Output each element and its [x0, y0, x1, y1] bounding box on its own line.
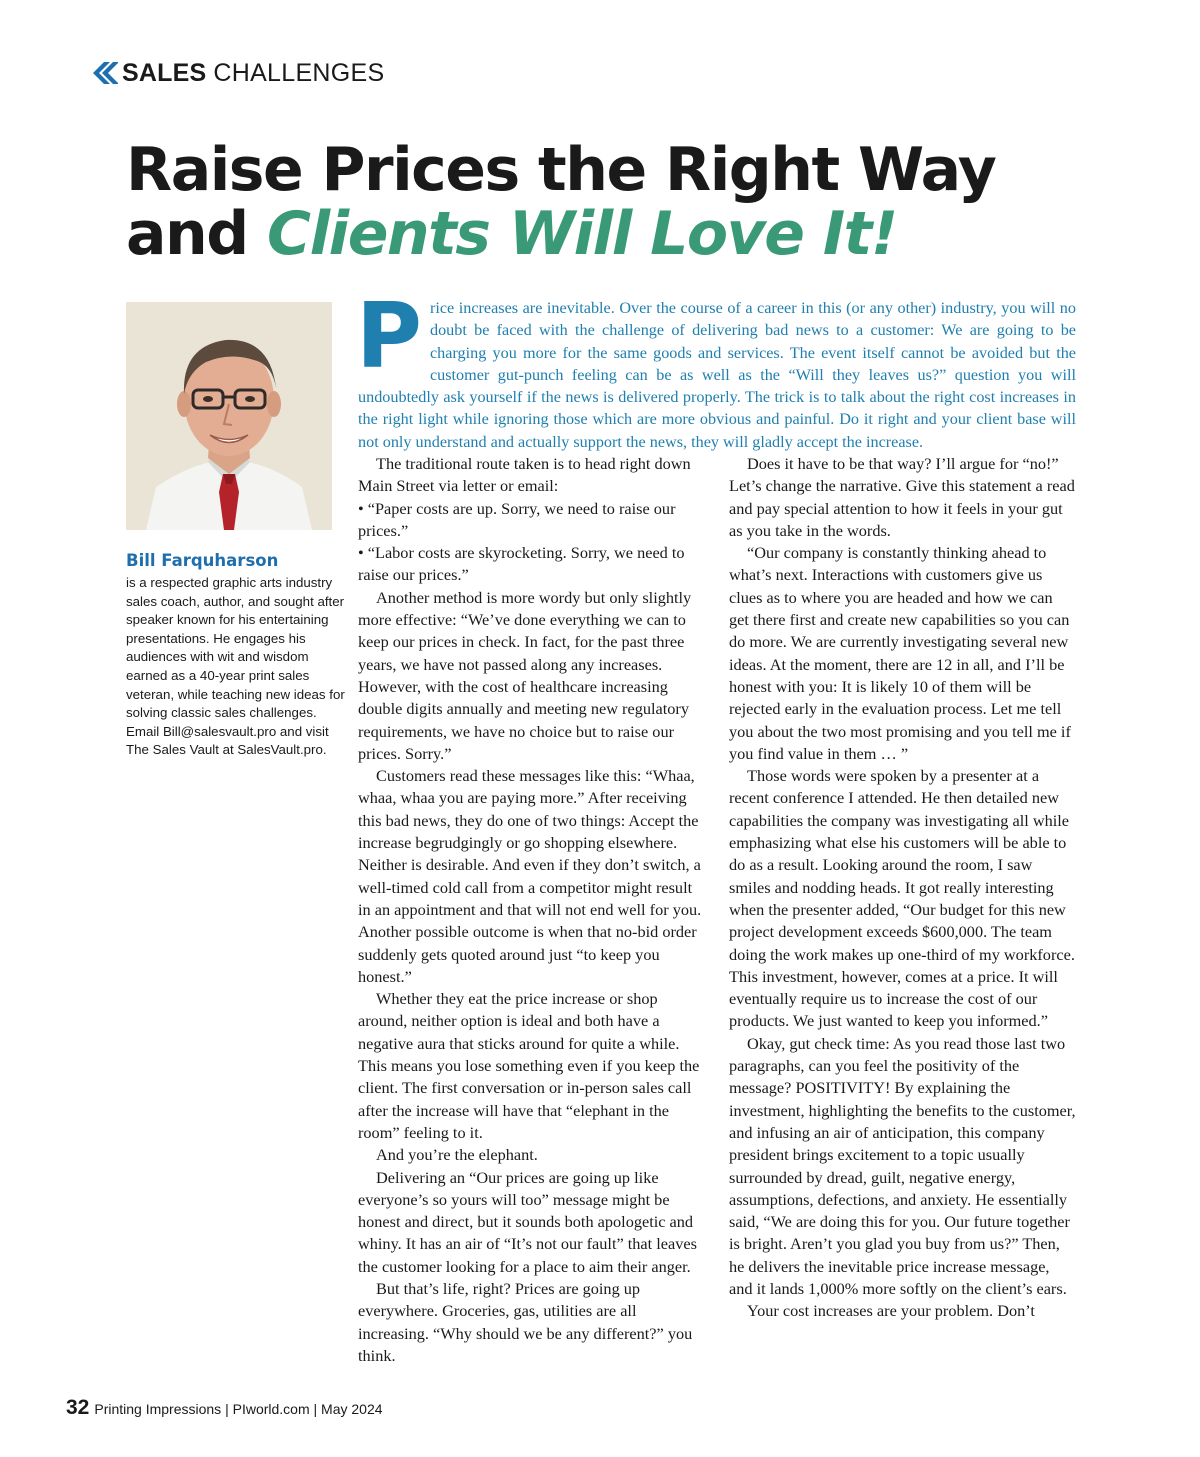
- author-photo: [126, 302, 332, 530]
- footer-publication: Printing Impressions | PIworld.com | May 2024: [94, 1401, 383, 1417]
- headline-line-1: Raise Prices the Right Way: [126, 135, 996, 205]
- body-paragraph: The traditional route taken is to head right down Main Street via letter or email:: [358, 454, 691, 496]
- body-paragraph: But that’s life, right? Prices are going up everywhere. Groceries, gas, utilities are all increasing. “Why should we be any different?” you think.: [358, 1278, 693, 1365]
- section-label-bold: SALES: [122, 58, 207, 87]
- body-paragraph: Your cost increases are your problem. Don’t: [747, 1301, 1035, 1321]
- body-paragraph: “Our company is constantly thinking ahead to what’s next. Interactions with customers give us clues as to where you are headed and how we can get there first and create new capabilities so you can do more. We are currently investigating several new ideas. At the moment, there are 12 in all, and I’ll be honest with you: It is likely 10 of them will be rejected early in the evaluation process. Let me tell you about the two most promising and you tell me if you find value in them … ”: [729, 543, 1071, 763]
- headline-line-2-plain: and: [126, 199, 268, 269]
- bullet-item: • “Labor costs are skyrocketing. Sorry, we need to raise our prices.”: [358, 543, 685, 585]
- body-paragraph: Customers read these messages like this: “Whaa, whaa, whaa you are paying more.” After receiving this bad news, they do one of two things: Accept the increase begrudgingly or go shopping elsewhere. Neither is desirable. And even if they don’t switch, a well-timed cold call from a competitor might result in an appointment and that will not end well for you. Another possible outcome is when that no-bid order suddenly gets quoted around just “to keep you honest.”: [358, 766, 702, 986]
- headline-line-2-accent: Clients Will Love It!: [267, 199, 897, 269]
- lead-paragraph: [356, 284, 1076, 453]
- body-paragraph: Delivering an “Our prices are going up like everyone’s so yours will too” message might be honest and direct, but it sounds both apologetic and whiny. It has an air of “It’s not our fault” that leaves the customer looking for a place to aim their anger.: [358, 1167, 697, 1276]
- body-paragraph: Okay, gut check time: As you read those last two paragraphs, can you feel the positivity of the message? POSITIVITY! By explaining the investment, highlighting the benefits to the customer, and infusing an air of anticipation, this company president brings excitement to a topic usually surrounded by dread, guilt, negative energy, assumptions, defections, and anxiety. He essentially said, “We are doing this for you. Our future together is bright. Aren’t you glad you buy from us?” Then, he delivers the inevitable price increase message, and it lands 1,000% more softly on the client’s ears.: [729, 1033, 1076, 1298]
- double-chevron-left-icon: [92, 62, 118, 84]
- body-column-right: [729, 453, 1076, 1323]
- author-bio: is a respected graphic arts industry sales coach, author, and sought after speaker known for his entertaining presentations. He engages his audiences with wit and wisdom earned as a 40-year print sales veteran, while teaching new ideas for solving classic sales challenges. Email Bill@salesvault.pro and visit The Sales Vault at SalesVault.pro.: [126, 575, 345, 758]
- body-paragraph: Those words were spoken by a presenter at a recent conference I attended. He then detailed new capabilities the company was investigating all while emphasizing what else his customers will be able to do as a result. Looking around the room, I saw smiles and nodding heads. It got really interesting when the presenter added, “Our budget for this new project development exceeds $600,000. The team doing the work makes up one-third of my workforce. This investment, however, comes at a price. It will eventually require us to increase the cost of our products. We just wanted to keep you informed.”: [729, 766, 1075, 1031]
- lead-text: rice increases are inevitable. Over the course of a career in this (or any other) industry, you will no doubt be faced with the challenge of delivering bad news to a customer: We are going to be charging you more for the same goods and services. The event itself cannot be avoided but the customer gut-punch feeling can be as well as the “Will they leaves us?” question you will undoubtedly ask yourself if the news is delivered properly. The trick is to talk about the right cost increases in the right light while ignoring those which are more obvious and painful. Do it right and your client base will not only understand and actually support the news, they will gladly accept the increase.: [358, 299, 1076, 451]
- author-portrait-image: [126, 302, 332, 530]
- section-header: [92, 58, 384, 88]
- body-column-left: [358, 453, 704, 1367]
- body-paragraph: Another method is more wordy but only slightly more effective: “We’ve done everything we can to keep our prices in check. In fact, for the past three years, we have not passed along any increases. However, with the cost of healthcare increasing double digits annually and meeting new regulatory requirements, we have no choice but to raise our prices. Sorry.”: [358, 587, 692, 763]
- body-paragraph: Does it have to be that way? I’ll argue for “no!” Let’s change the narrative. Give this statement a read and pay special attention to how it feels in your gut as you take in the words.: [729, 454, 1075, 540]
- author-name: Bill Farquharson: [126, 551, 279, 570]
- bullet-item: • “Paper costs are up. Sorry, we need to raise our prices.”: [358, 498, 676, 540]
- drop-cap: P: [356, 284, 422, 389]
- body-paragraph: Whether they eat the price increase or shop around, neither option is ideal and both have a negative aura that sticks around for quite a while. This means you lose something even if you keep the client. The first conversation or in-person sales call after the increase will have that “elephant in the room” feeling to it.: [358, 989, 700, 1142]
- page-footer: [66, 1396, 383, 1420]
- body-paragraph: And you’re the elephant.: [376, 1145, 538, 1165]
- section-label-light: CHALLENGES: [213, 58, 385, 87]
- page-number: 32: [66, 1396, 90, 1419]
- article-headline: [126, 135, 1126, 269]
